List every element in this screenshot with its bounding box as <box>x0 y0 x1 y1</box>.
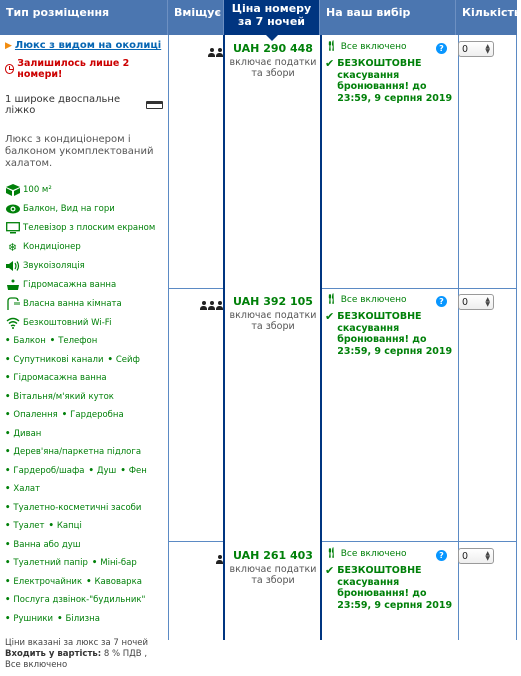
person-icon <box>208 48 215 57</box>
choice-cell <box>322 41 458 104</box>
table-header <box>0 0 521 35</box>
amenity-item: • Телефон <box>50 336 98 346</box>
amenity-item: • Кавоварка <box>86 577 142 587</box>
size-icon <box>5 184 20 196</box>
amenity-item: • Диван <box>5 429 41 439</box>
choice-cell <box>322 294 458 357</box>
room-title <box>5 40 163 51</box>
facility-item: Гідромасажна ванна <box>5 279 163 291</box>
amenity-item: • Рушники <box>5 614 53 624</box>
facility-item: Безкоштовний Wi-Fi <box>5 317 163 329</box>
amenity-item: • Вітальня/м'який куток <box>5 392 114 402</box>
choice-cell <box>322 548 458 611</box>
row-divider <box>322 541 517 542</box>
meal-plan: 🍴︎ Все включено <box>325 548 407 559</box>
tax-note: включає податки та збори <box>229 310 317 332</box>
check-icon: ✔ <box>325 310 335 323</box>
price-cell <box>225 295 321 332</box>
room-description: Люкс з кондиціонером і балконом укомплектований халатом. <box>5 134 154 169</box>
row-divider <box>168 288 223 289</box>
amenity-item: • Фен <box>120 466 147 476</box>
amenity-item: • Гідромасажна ванна <box>5 373 107 383</box>
person-icon <box>208 301 215 310</box>
header-choice: На ваш вибір <box>320 0 456 35</box>
select-arrows-icon: ▲ ▼ <box>485 296 490 308</box>
capacity-3-persons <box>171 295 223 314</box>
divider <box>168 35 169 640</box>
availability-warning <box>5 58 163 80</box>
header-room-type: Тип розміщення <box>0 0 168 35</box>
tax-note: включає податки та збори <box>229 564 317 586</box>
arrow-right-icon: ▶ <box>5 40 12 51</box>
hot-tub-icon <box>5 279 20 291</box>
fork-knife-icon: 🍴︎ <box>325 294 338 305</box>
amenity-item: • Гардероб/шафа <box>5 466 84 476</box>
wifi-icon <box>5 317 20 329</box>
amenity-item: • Сейф <box>107 355 139 365</box>
facility-item: Власна ванна кімната <box>5 298 163 310</box>
clock-icon <box>5 64 14 74</box>
amenity-item: • Електрочайник <box>5 577 82 587</box>
free-cancellation: ✔ БЕЗКОШТОВНЕ скасування бронювання! до 23:59, 9 серпня 2019 <box>325 57 453 104</box>
amenity-item: • Туалетно-косметичні засоби <box>5 503 141 513</box>
check-icon: ✔ <box>325 564 335 577</box>
amenity-item: • Балкон <box>5 336 46 346</box>
amenity-item: • Капці <box>48 521 81 531</box>
tv-icon <box>5 222 20 234</box>
bed-icon <box>146 101 163 109</box>
amenity-item: • Туалет <box>5 521 44 531</box>
price-amount: UAH 392 105 <box>233 295 313 308</box>
free-cancellation: ✔ БЕЗКОШТОВНЕ скасування бронювання! до 23:59, 9 серпня 2019 <box>325 564 453 611</box>
fork-knife-icon: 🍴︎ <box>325 41 338 52</box>
help-icon[interactable]: ? <box>436 296 447 307</box>
check-icon: ✔ <box>325 57 335 70</box>
amenity-item: • Білизна <box>57 614 100 624</box>
price-note: Ціни вказані за люкс за 7 ночей <box>5 638 149 648</box>
amenity-item: • Послуга дзвінок-"будильник" <box>5 595 145 605</box>
facility-item: Балкон, Вид на гори <box>5 203 163 215</box>
quantity-cell <box>458 548 514 564</box>
facility-item: 100 м² <box>5 184 163 196</box>
quantity-select[interactable]: 0 ▲ ▼ <box>458 294 494 310</box>
amenity-item: • Міні-бар <box>92 558 137 568</box>
person-icon <box>216 48 223 57</box>
price-notes <box>5 638 163 671</box>
bed-info <box>5 94 163 116</box>
room-name-link[interactable]: Люкс з видом на околиці <box>14 40 162 51</box>
facility-item: ❄ Кондиціонер <box>5 241 163 253</box>
price-cell <box>225 549 321 586</box>
help-icon[interactable]: ? <box>436 43 447 54</box>
select-arrows-icon: ▲ ▼ <box>485 43 490 55</box>
header-price[interactable]: Ціна номеру за 7 ночей <box>224 0 320 35</box>
snowflake-icon: ❄ <box>7 240 18 254</box>
amenity-item: • Дерев'яна/паркетна підлога <box>5 447 141 457</box>
amenity-item: • Гардеробна <box>62 410 124 420</box>
price-amount: UAH 290 448 <box>233 42 313 55</box>
select-arrows-icon: ▲ ▼ <box>485 550 490 562</box>
row-divider <box>322 288 517 289</box>
soundproof-icon <box>5 260 20 272</box>
eye-icon <box>5 203 20 215</box>
fork-knife-icon: 🍴︎ <box>325 548 338 559</box>
divider <box>516 35 517 640</box>
price-cell <box>225 42 321 79</box>
facility-list <box>5 184 163 329</box>
quantity-cell <box>458 41 514 57</box>
amenity-list <box>5 332 163 628</box>
person-icon <box>200 301 207 310</box>
help-icon[interactable]: ? <box>436 550 447 561</box>
quantity-select[interactable]: 0 ▲ ▼ <box>458 548 494 564</box>
shower-icon <box>5 298 20 310</box>
header-capacity: Вміщує <box>168 0 224 35</box>
capacity-2-persons <box>171 42 223 61</box>
quantity-select[interactable]: 0 ▲ ▼ <box>458 41 494 57</box>
amenity-item: • Супутникові канали <box>5 355 103 365</box>
header-quantity: Кількість <box>462 6 521 19</box>
warning-text: Залишилось лише 2 номери! <box>17 58 130 80</box>
free-cancellation: ✔ БЕЗКОШТОВНЕ скасування бронювання! до 23:59, 9 серпня 2019 <box>325 310 453 357</box>
quantity-cell <box>458 294 514 310</box>
amenity-item: • Туалетний папір <box>5 558 88 568</box>
amenity-item: • Опалення <box>5 410 58 420</box>
facility-item: Телевізор з плоским екраном <box>5 222 163 234</box>
bed-text: 1 широке двоспальне ліжко <box>5 94 121 116</box>
amenity-item: • Ванна або душ <box>5 540 81 550</box>
capacity-1-person <box>171 549 223 568</box>
facility-item: Звукоізоляція <box>5 260 163 272</box>
person-icon <box>216 301 223 310</box>
amenity-item: • Халат <box>5 484 40 494</box>
meal-plan: 🍴︎ Все включено <box>325 294 407 305</box>
meal-plan: 🍴︎ Все включено <box>325 41 407 52</box>
room-details <box>0 35 168 676</box>
included-note: Входить у вартість: 8 % ПДВ , Все включено <box>5 649 148 670</box>
price-amount: UAH 261 403 <box>233 549 313 562</box>
amenity-item: • Душ <box>88 466 116 476</box>
row-divider <box>168 541 223 542</box>
person-icon <box>216 555 223 564</box>
tax-note: включає податки та збори <box>229 57 317 79</box>
